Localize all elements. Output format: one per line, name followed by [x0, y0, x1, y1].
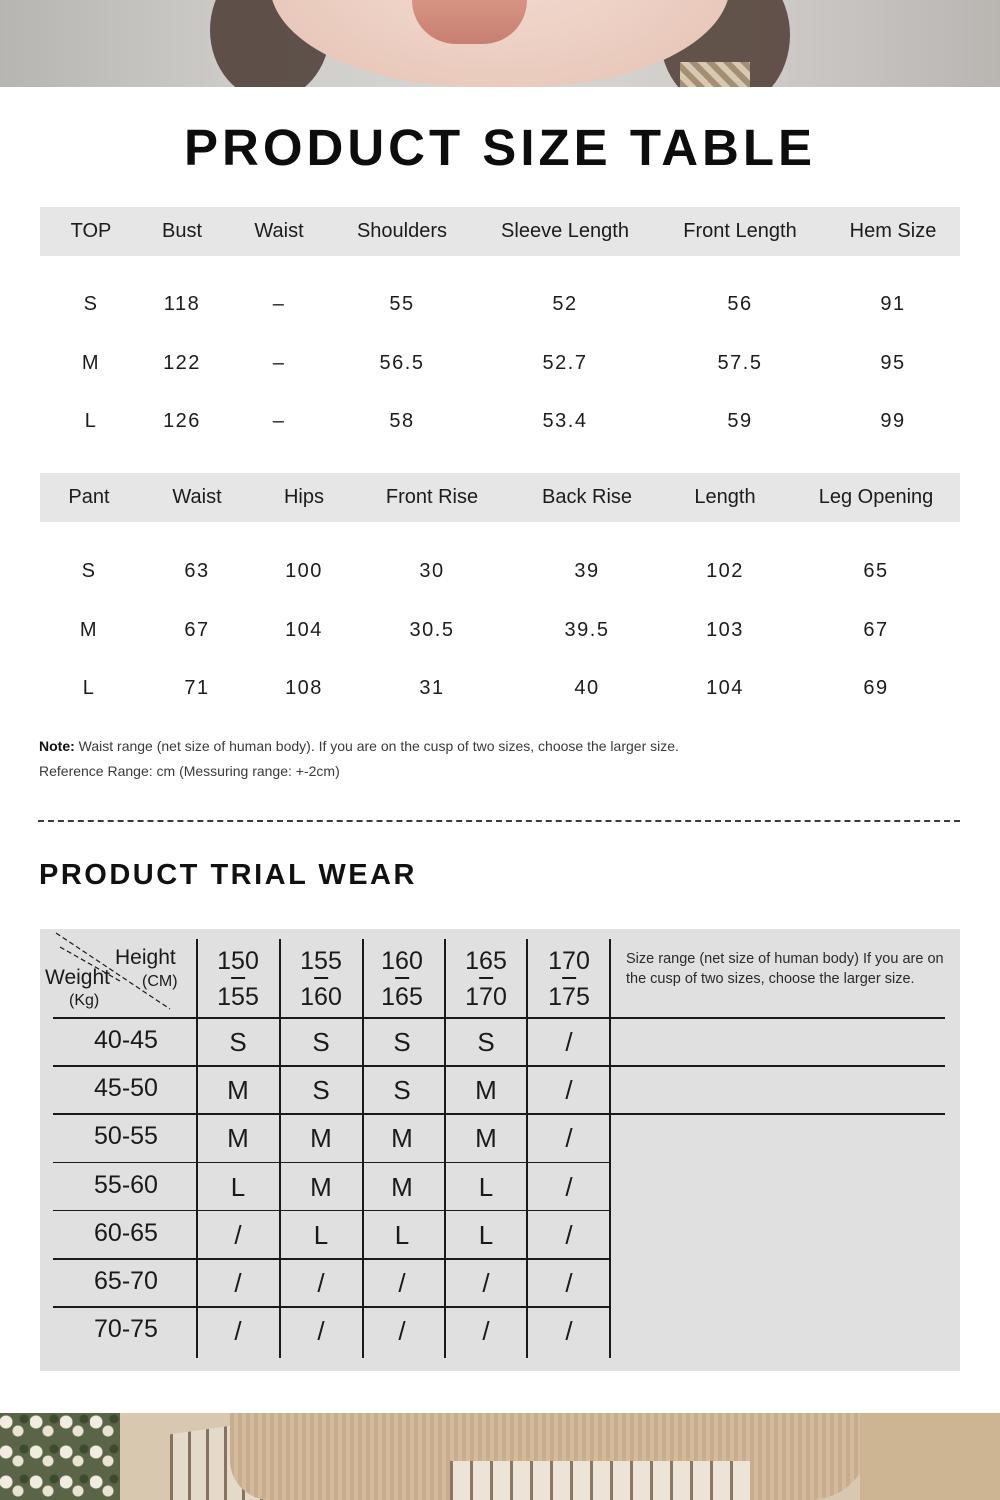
grid-hline: [53, 1017, 945, 1019]
table-cell: 53.4: [542, 410, 588, 432]
corner-height-label: Height: [115, 946, 176, 969]
column-header: Leg Opening: [818, 486, 934, 508]
height-range-header: [381, 943, 423, 1016]
coat: [860, 1413, 1000, 1500]
height-to: 165: [381, 982, 423, 1011]
recommended-size: M: [310, 1123, 332, 1154]
grid-hline: [53, 1065, 945, 1067]
recommended-size: S: [229, 1027, 247, 1057]
recommended-size: S: [393, 1075, 411, 1106]
weight-range-label: 55-60: [94, 1170, 158, 1199]
grid-vline: [444, 939, 446, 1358]
model-photo-top: [0, 0, 1000, 87]
column-header: Back Rise: [541, 486, 633, 508]
table-cell: 30: [419, 560, 445, 582]
table-cell: 30.5: [409, 619, 455, 641]
recommended-size: /: [317, 1316, 325, 1347]
table-cell: 59: [727, 410, 753, 432]
size-label: L: [82, 677, 96, 699]
table-cell: 69: [863, 677, 889, 699]
recommended-size: L: [394, 1219, 410, 1250]
column-header: Pant: [68, 486, 110, 508]
table-cell: 52: [552, 293, 578, 315]
recommended-size: M: [227, 1123, 249, 1154]
recommended-size: S: [312, 1075, 330, 1106]
recommended-size: S: [393, 1027, 411, 1057]
recommended-size: M: [475, 1123, 497, 1154]
table-cell: 103: [706, 619, 744, 641]
height-to: 175: [548, 982, 590, 1011]
recommended-size: /: [482, 1268, 490, 1298]
table-row: [40, 619, 960, 649]
recommended-size: S: [312, 1027, 330, 1057]
height-from: 160: [381, 947, 423, 975]
table-cell: 63: [184, 560, 210, 582]
column-header: Waist: [172, 486, 222, 508]
weight-range-label: 70-75: [94, 1315, 158, 1344]
recommended-size: M: [310, 1171, 332, 1202]
recommended-size: /: [234, 1268, 242, 1298]
weight-range-label: 60-65: [94, 1218, 158, 1247]
table-row: [40, 677, 960, 707]
height-from: 165: [465, 947, 507, 975]
height-to: 170: [465, 982, 507, 1011]
page-title: PRODUCT SIZE TABLE: [183, 119, 817, 176]
grid-vline: [609, 939, 611, 1358]
recommended-size: M: [391, 1171, 413, 1202]
table-row: [40, 410, 960, 440]
table-cell: 58: [389, 410, 415, 432]
column-header: Bust: [161, 220, 203, 242]
recommended-size: L: [230, 1171, 246, 1202]
table-cell: 52.7: [542, 352, 588, 374]
recommended-size: /: [565, 1219, 573, 1250]
height-range-header: [217, 943, 259, 1016]
table-cell: 56: [727, 293, 753, 315]
column-header: TOP: [70, 220, 112, 242]
weight-range-label: 40-45: [94, 1026, 158, 1054]
recommended-size: /: [317, 1268, 325, 1298]
grid-vline: [362, 939, 364, 1358]
grid-hline: [53, 1258, 609, 1260]
recommended-size: L: [478, 1219, 494, 1250]
note-line-2: Reference Range: cm (Messuring range: +-2cm): [39, 763, 340, 779]
table-cell: 67: [184, 619, 210, 641]
corner-cm-label: (CM): [142, 973, 178, 990]
recommended-size: L: [478, 1171, 494, 1202]
table-cell: –: [272, 352, 286, 374]
recommended-size: /: [398, 1268, 406, 1298]
size-label: L: [84, 410, 98, 432]
trial-wear-title: PRODUCT TRIAL WEAR: [39, 859, 417, 891]
grid-vline: [196, 939, 198, 1358]
column-header: Shoulders: [356, 220, 448, 242]
height-range-header: [465, 943, 507, 1016]
height-range-header: [548, 943, 590, 1016]
table-cell: –: [272, 293, 286, 315]
table-cell: 118: [163, 293, 201, 315]
recommended-size: /: [482, 1316, 490, 1347]
weight-range-label: 50-55: [94, 1122, 158, 1151]
table-cell: 122: [163, 352, 201, 374]
recommended-size: /: [565, 1027, 573, 1057]
size-label: S: [81, 560, 97, 582]
column-header: Hips: [283, 486, 325, 508]
grid-vline: [279, 939, 281, 1358]
height-from: 155: [300, 947, 342, 975]
pant-size-table: [40, 473, 960, 699]
trial-wear-table: [40, 929, 960, 1371]
note-line-1: [39, 738, 679, 754]
height-from: 150: [217, 947, 259, 975]
corner-weight-label: Weight: [45, 966, 110, 989]
height-to: 155: [217, 982, 259, 1011]
table-cell: 99: [880, 410, 906, 432]
model-photo-bottom: [0, 1413, 1000, 1500]
column-header: Length: [694, 486, 756, 508]
table-cell: 95: [880, 352, 906, 374]
table-cell: 126: [163, 410, 201, 432]
table-cell: 67: [863, 619, 889, 641]
grid-vline: [526, 939, 528, 1358]
size-range-note: Size range (net size of human body) If you are on the cusp of two sizes, choose the larger size.: [626, 951, 944, 987]
table-row: [40, 560, 960, 590]
column-header: Front Rise: [385, 486, 479, 508]
height-range-header: [300, 943, 342, 1016]
column-header: Front Length: [683, 220, 797, 242]
table-cell: 91: [880, 293, 906, 315]
weight-range-label: 65-70: [94, 1267, 158, 1295]
size-label: M: [81, 352, 101, 374]
table-cell: 31: [419, 677, 445, 699]
grid-hline: [53, 1113, 945, 1115]
table-cell: 57.5: [717, 352, 763, 374]
plaid-skirt: [450, 1461, 750, 1500]
recommended-size: S: [477, 1027, 495, 1057]
dashed-divider: [38, 820, 960, 822]
column-header: Sleeve Length: [501, 220, 629, 242]
recommended-size: /: [565, 1075, 573, 1106]
recommended-size: M: [475, 1075, 497, 1106]
recommended-size: M: [391, 1123, 413, 1154]
grid-hline: [53, 1162, 609, 1164]
table-cell: 39: [574, 560, 600, 582]
recommended-size: L: [313, 1219, 329, 1250]
plaid-collar: [680, 62, 750, 87]
size-label: M: [79, 619, 99, 641]
recommended-size: /: [234, 1316, 242, 1347]
table-cell: 71: [184, 677, 210, 699]
recommended-size: M: [227, 1075, 249, 1106]
recommended-size: /: [565, 1123, 573, 1154]
table-cell: 108: [285, 677, 323, 699]
height-to: 160: [300, 982, 342, 1011]
top-size-table: [40, 207, 960, 432]
table-cell: 104: [706, 677, 744, 699]
recommended-size: /: [234, 1219, 242, 1250]
height-from: 170: [548, 947, 590, 975]
pant-table-header: [40, 473, 960, 522]
table-cell: 104: [285, 619, 323, 641]
size-label: S: [83, 293, 99, 315]
recommended-size: /: [565, 1171, 573, 1202]
grid-hline: [53, 1306, 609, 1308]
table-row: [40, 293, 960, 323]
table-cell: 102: [706, 560, 744, 582]
table-row: [40, 352, 960, 382]
corner-kg-label: (Kg): [69, 992, 100, 1009]
table-cell: 65: [863, 560, 889, 582]
weight-range-label: 45-50: [94, 1074, 158, 1103]
recommended-size: /: [565, 1316, 573, 1347]
table-cell: 55: [389, 293, 415, 315]
table-cell: 56.5: [379, 352, 425, 374]
floral-fabric: [0, 1413, 120, 1500]
recommended-size: /: [398, 1316, 406, 1347]
table-cell: 40: [574, 677, 600, 699]
table-cell: –: [272, 410, 286, 432]
column-header: Hem Size: [849, 220, 937, 242]
top-table-header: [40, 207, 960, 256]
column-header: Waist: [254, 220, 304, 242]
note-text: Waist range (net size of human body). If you are on the cusp of two sizes, choose the larger size.: [74, 738, 679, 754]
table-cell: 39.5: [564, 619, 610, 641]
note-label: Note:: [39, 738, 75, 754]
recommended-size: /: [565, 1268, 573, 1298]
grid-hline: [53, 1210, 609, 1212]
table-cell: 100: [285, 560, 323, 582]
